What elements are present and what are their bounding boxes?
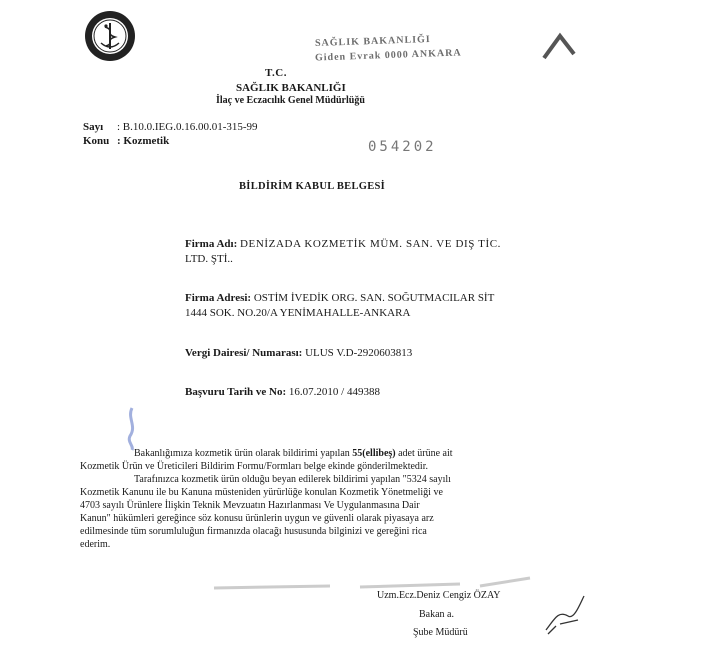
konu-row bbox=[83, 135, 169, 147]
stamped-number: 054202 bbox=[368, 139, 437, 155]
firma-adresi-row bbox=[185, 292, 494, 304]
basvuru-value: 16.07.2010 / 449388 bbox=[288, 386, 380, 398]
sayi-value: : B.10.0.IEG.0.16.00.01-315-99 bbox=[117, 121, 258, 133]
sayi-row bbox=[83, 121, 258, 133]
body-paragraph-2-line-2: Kozmetik Kanunu ile bu Kanuna müsteniden yürürlüğe konulan Kozmetik Yönetmeliği ve bbox=[80, 487, 443, 498]
signatory-role-2: Şube Müdürü bbox=[413, 627, 468, 638]
signatory-name: Uzm.Ecz.Deniz Cengiz ÖZAY bbox=[377, 590, 501, 601]
vergi-value: ULUS V.D-2920603813 bbox=[305, 347, 413, 359]
vergi-label: Vergi Dairesi/ Numarası: bbox=[185, 347, 303, 359]
body-paragraph-2-line-6: ederim. bbox=[80, 539, 111, 550]
body-paragraph-2-line-4: Kanun" hükümleri gereğince söz konusu ürünlerin uygun ve güvenli olarak piyasaya arz bbox=[80, 513, 434, 524]
firma-adresi-label: Firma Adresi: bbox=[185, 292, 252, 304]
firma-adi-label: Firma Adı: bbox=[185, 238, 238, 250]
firma-adresi-value-2: 1444 SOK. NO.20/A YENİMAHALLE-ANKARA bbox=[185, 307, 411, 319]
body-paragraph-1-line-2: Kozmetik Ürün ve Üreticileri Bildirim Formu/Formları belge ekinde gönderilmektedir. bbox=[80, 461, 428, 472]
firma-adi-row bbox=[185, 238, 501, 250]
stamp-mark-icon bbox=[540, 32, 580, 62]
basvuru-label: Başvuru Tarih ve No: bbox=[185, 386, 287, 398]
stamp-line-1: SAĞLIK BAKANLIĞI bbox=[314, 33, 431, 50]
firma-adi-value: DENİZADA KOZMETİK MÜM. SAN. VE DIŞ TİC. bbox=[240, 238, 502, 250]
body-paragraph-2-line-5: edilmesinde tüm sorumluluğun firmanızda olacağı hususunda bilginizi ve gereğini rica bbox=[80, 526, 427, 537]
basvuru-row bbox=[185, 386, 380, 398]
ink-smudge bbox=[124, 406, 140, 452]
handwritten-signature bbox=[540, 590, 590, 640]
body-paragraph-2-line-3: 4703 sayılı Ürünlere İlişkin Teknik Mevzuatın Hazırlanması Ve Uygulanmasına Dair bbox=[80, 500, 420, 511]
tc-heading: T.C. bbox=[265, 67, 287, 79]
signatory-role-1: Bakan a. bbox=[419, 609, 454, 620]
body-paragraph-1-line-1 bbox=[134, 447, 453, 460]
p1-line1-pre: Bakanlığımıza kozmetik ürün olarak bildirimi yapılan bbox=[134, 448, 353, 459]
konu-value: : Kozmetik bbox=[117, 135, 170, 147]
sayi-label: Sayı bbox=[83, 121, 104, 133]
p1-line1-count: 55(ellibeş) bbox=[352, 448, 396, 459]
konu-label: Konu bbox=[83, 135, 110, 147]
firma-adi-value-2: LTD. ŞTİ.. bbox=[185, 253, 233, 265]
ministry-heading: SAĞLIK BAKANLIĞI bbox=[236, 82, 346, 94]
vergi-row bbox=[185, 347, 412, 359]
ministry-logo bbox=[84, 10, 136, 62]
stamp-line-2: Giden Evrak 0000 ANKARA bbox=[314, 47, 462, 64]
p1-line1-post: adet ürüne ait bbox=[395, 448, 453, 459]
directorate-heading: İlaç ve Eczacılık Genel Müdürlüğü bbox=[216, 95, 365, 106]
firma-adresi-value: OSTİM İVEDİK ORG. SAN. SOĞUTMACILAR SİT bbox=[253, 292, 495, 304]
body-paragraph-2-line-1: Tarafınızca kozmetik ürün olduğu beyan edilerek bildirimi yapılan "5324 sayılı bbox=[134, 474, 451, 485]
document-title: BİLDİRİM KABUL BELGESİ bbox=[239, 181, 386, 192]
received-stamp bbox=[300, 32, 590, 72]
